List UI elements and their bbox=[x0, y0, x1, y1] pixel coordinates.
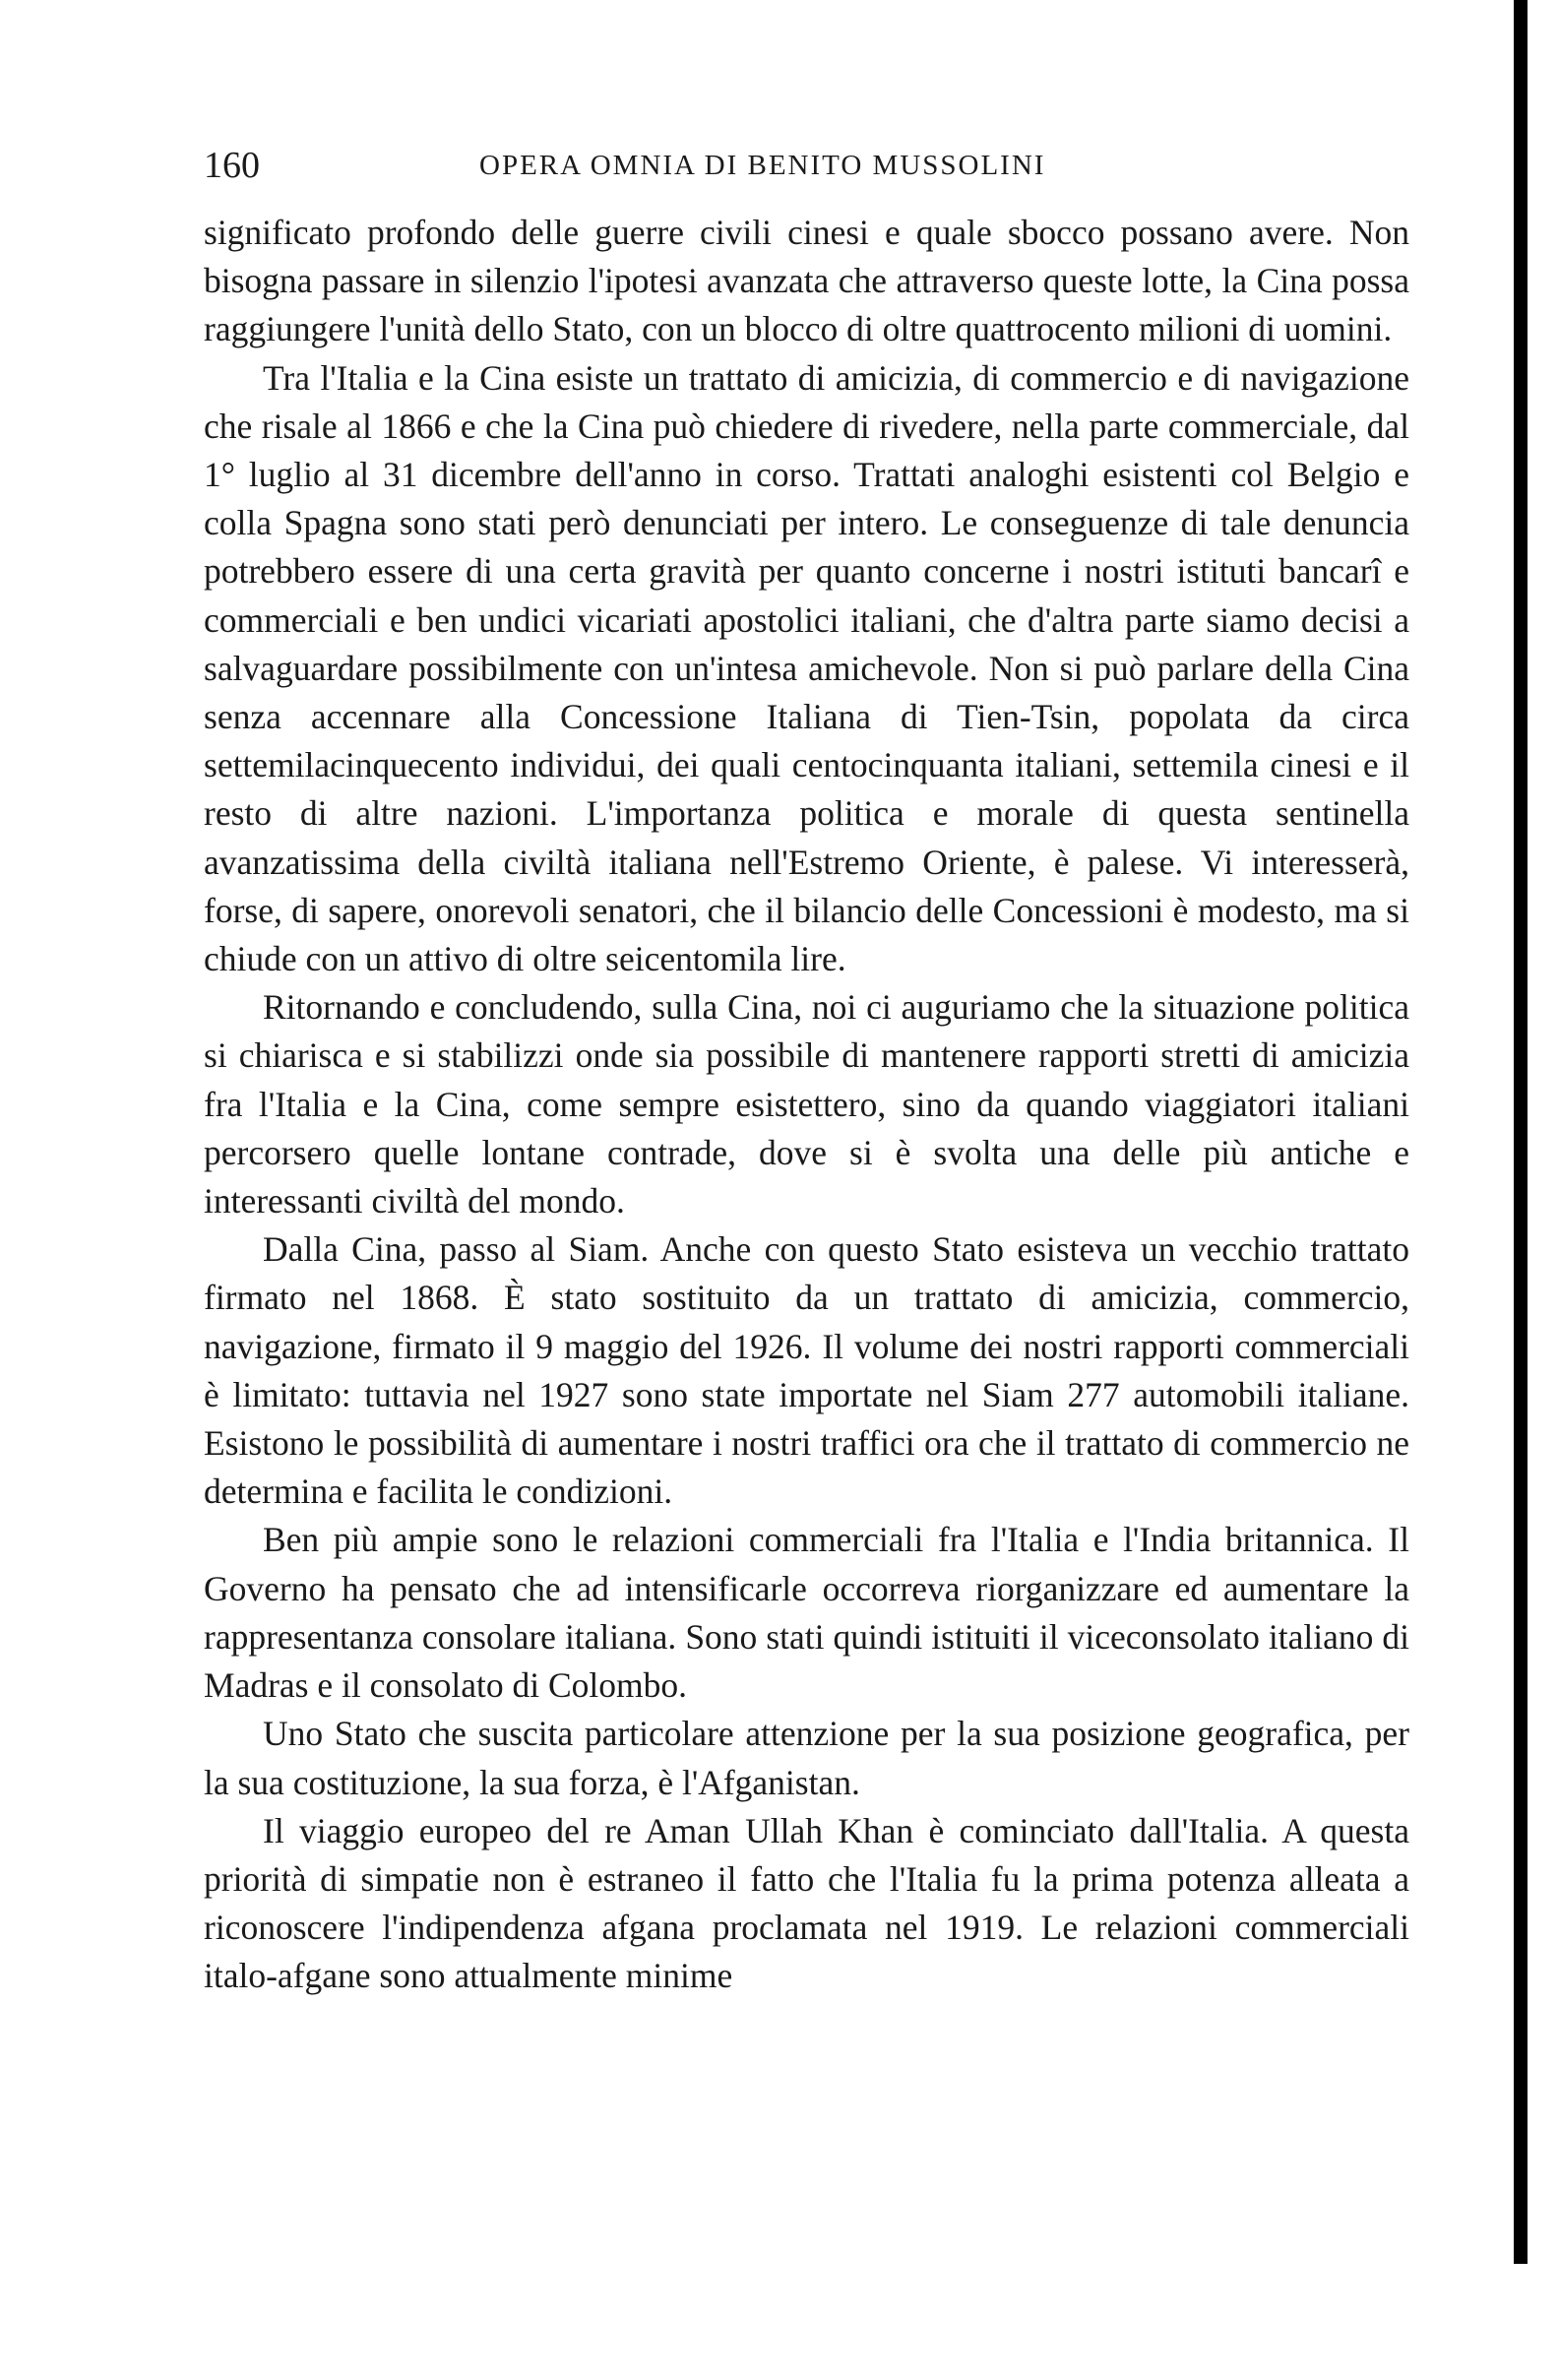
paragraph-siam: Dalla Cina, passo al Siam. Anche con questo Stato esisteva un vecchio trattato firmato nel 1868. È stato sostituito da un trattato di amicizia, commercio, navigazione, firmato il 9 maggio del 1926. Il volume dei nostri rapporti commerciali è limitato: tuttavia nel 1927 sono state importate nel Siam 277 automobili italiane. Esistono le possibilità di aumentare i nostri traffici ora che il trattato di commercio ne determina e facilita le condizioni. bbox=[204, 1229, 1409, 1512]
page-number: 160 bbox=[204, 145, 260, 186]
page-header bbox=[204, 136, 1409, 195]
paragraph-india: Ben più ampie sono le relazioni commerciali fra l'Italia e l'India britannica. Il Governo ha pensato che ad intensificarle occorreva riorganizzare ed aumentare la rappresentanza consolare italiana. Sono stati quindi istituiti il viceconsolato italiano di Madras e il consolato di Colombo. bbox=[204, 1520, 1409, 1706]
body-text bbox=[204, 209, 1409, 2001]
paragraph-china-conclusion: Ritornando e concludendo, sulla Cina, noi ci auguriamo che la situazione politica si chiarisca e si stabilizzi onde sia possibile di mantenere rapporti stretti di amicizia fra l'Italia e la Cina, come sempre esistettero, sino da quando viaggiatori italiani percorsero quelle lontane contrade, dove si è svolta una delle più antiche e interessanti civiltà del mondo. bbox=[204, 987, 1409, 1221]
paragraph-italy-china: Tra l'Italia e la Cina esiste un trattato di amicizia, di commercio e di navigazione che risale al 1866 e che la Cina può chiedere di rivedere, nella parte commerciale, dal 1° luglio al 31 dicembre dell'anno in corso. Trattati analoghi esistenti col Belgio e colla Spagna sono stati però denunciati per intero. Le conseguenze di tale denuncia potrebbero essere di una certa gravità per quanto concerne i nostri istituti bancarî e commerciali e ben undici vicariati apostolici italiani, che d'altra parte siamo decisi a salvaguardare possibilmente con un'intesa amichevole. Non si può parlare della Cina senza accennare alla Concessione Italiana di Tien-Tsin, popolata da circa settemilacinquecento individui, dei quali centocinquanta italiani, settemila cinesi e il resto di altre nazioni. L'importanza politica e morale di questa sentinella avanzatissima della civiltà italiana nell'Estremo Oriente, è palese. Vi interesserà, forse, di sapere, onorevoli senatori, che il bilancio delle Concessioni è modesto, ma si chiude con un attivo di oltre seicentomila lire. bbox=[204, 357, 1409, 979]
paragraph-continuation: significato profondo delle guerre civili cinesi e quale sbocco possano avere. Non bisogna passare in silenzio l'ipotesi avanzata che attraverso queste lotte, la Cina possa raggiungere l'unità dello Stato, con un blocco di oltre quattrocento milioni di uomini. bbox=[204, 213, 1409, 349]
paragraph-afghanistan: Uno Stato che suscita particolare attenzione per la sua posizione geografica, per la sua costituzione, la sua forza, è l'Afganistan. bbox=[204, 1714, 1409, 1802]
paragraph-aman-ullah: Il viaggio europeo del re Aman Ullah Khan è cominciato dall'Italia. A questa priorità di simpatie non è estraneo il fatto che l'Italia fu la prima potenza alleata a riconoscere l'indipendenza afgana proclamata nel 1919. Le relazioni commerciali italo-afgane sono attualmente minime bbox=[204, 1810, 1409, 1996]
running-title: OPERA OMNIA DI BENITO MUSSOLINI bbox=[479, 150, 1046, 181]
scan-edge-bar bbox=[1514, 0, 1528, 2264]
